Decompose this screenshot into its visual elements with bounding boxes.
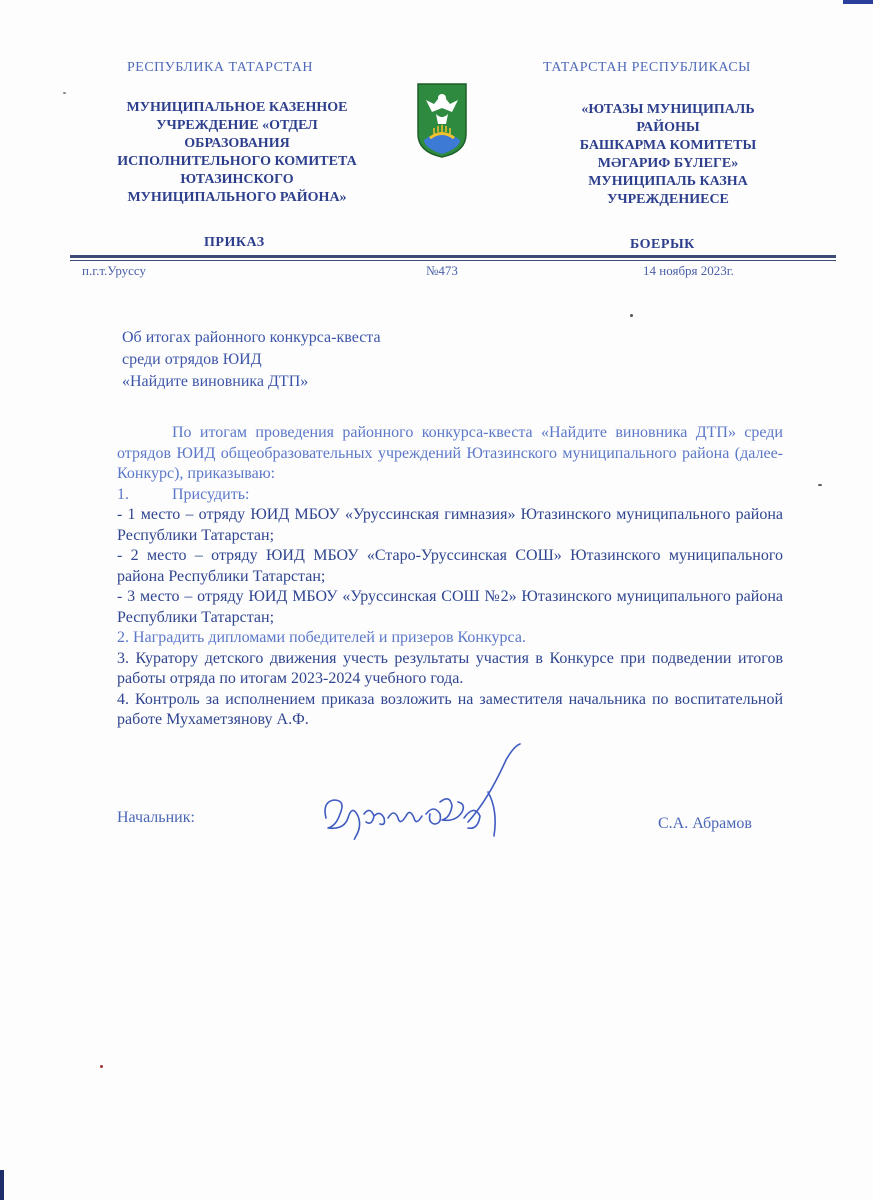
list-item-text: Присудить: bbox=[172, 485, 250, 503]
org-line: БАШКАРМА КОМИТЕТЫ bbox=[579, 138, 757, 153]
document-type-tatar: БОЕРЫК bbox=[630, 237, 695, 252]
list-item: 4. Контроль за исполнением приказа возложить на заместителя начальника по воспитательной работе Мухаметзянову А.Ф. bbox=[117, 690, 783, 728]
coat-of-arms-emblem-icon bbox=[416, 82, 468, 158]
scan-edge-mark bbox=[0, 1170, 4, 1200]
org-line: ЮТАЗИНСКОГО bbox=[180, 172, 294, 187]
organization-name-russian bbox=[82, 99, 392, 207]
org-line: МӘГАРИФ БҮЛЕГЕ» bbox=[597, 156, 739, 171]
org-line: МУНИЦИПАЛЬ КАЗНА bbox=[588, 174, 748, 189]
scan-corner-mark bbox=[843, 0, 873, 4]
subject-line: среди отрядов ЮИД bbox=[122, 351, 262, 368]
org-line: МУНИЦИПАЛЬНОГО РАЙОНА» bbox=[127, 190, 347, 205]
intro-paragraph: По итогам проведения районного конкурса-квеста «Найдите виновника ДТП» среди отрядов ЮИД общеобразовательных учреждений Ютазинского муниципального района (далее-Конкурс), приказываю: bbox=[117, 424, 783, 482]
header-country-left: РЕСПУБЛИКА ТАТАРСТАН bbox=[127, 60, 314, 75]
document-body bbox=[117, 423, 783, 731]
signatory-name: С.А. Абрамов bbox=[658, 815, 752, 832]
award-third-place: - 3 место – отряду ЮИД МБОУ «Уруссинская СОШ №2» Ютазинского муниципального района Республики Татарстан; bbox=[117, 588, 783, 626]
award-second-place: - 2 место – отряду ЮИД МБОУ «Старо-Уруссинская СОШ» Ютазинского муниципального района Республики Татарстан; bbox=[117, 547, 783, 585]
handwritten-signature-icon bbox=[318, 740, 528, 855]
org-line: ИСПОЛНИТЕЛЬНОГО КОМИТЕТА bbox=[117, 154, 357, 169]
org-line: УЧРЕЖДЕНИЕСЕ bbox=[607, 192, 729, 207]
org-line: УЧРЕЖДЕНИЕ «ОТДЕЛ bbox=[156, 118, 318, 133]
scan-speck bbox=[100, 1065, 103, 1068]
document-subject bbox=[122, 327, 381, 393]
document-type-russian: ПРИКАЗ bbox=[204, 235, 265, 250]
signature-title: Начальник: bbox=[117, 809, 195, 826]
org-line: РАЙОНЫ bbox=[636, 120, 700, 135]
scan-speck bbox=[63, 92, 66, 94]
organization-name-tatar bbox=[548, 101, 788, 209]
award-first-place: - 1 место – отряду ЮИД МБОУ «Уруссинская гимназия» Ютазинского муниципального района Республики Татарстан; bbox=[117, 506, 783, 544]
document-place: п.г.т.Уруссу bbox=[82, 263, 147, 278]
scan-speck bbox=[818, 484, 822, 486]
list-item: 3. Куратору детского движения учесть результаты участия в Конкурсе при подведении итогов работы отряда по итогам 2023-2024 учебного года. bbox=[117, 649, 783, 687]
header-divider-thin bbox=[70, 260, 836, 261]
list-item: 2. Наградить дипломами победителей и призеров Конкурса. bbox=[117, 629, 526, 646]
document-date: 14 ноября 2023г. bbox=[643, 263, 734, 278]
header-country-right: ТАТАРСТАН РЕСПУБЛИКАСЫ bbox=[543, 60, 751, 75]
document-number: №473 bbox=[426, 263, 458, 278]
org-line: МУНИЦИПАЛЬНОЕ КАЗЕННОЕ bbox=[126, 100, 348, 115]
subject-line: Об итогах районного конкурса-квеста bbox=[122, 329, 381, 346]
header-divider bbox=[70, 255, 836, 258]
subject-line: «Найдите виновника ДТП» bbox=[122, 373, 309, 390]
scan-speck bbox=[630, 314, 633, 317]
org-line: «ЮТАЗЫ МУНИЦИПАЛЬ bbox=[581, 102, 755, 117]
list-item-number: 1. bbox=[117, 485, 129, 503]
org-line: ОБРАЗОВАНИЯ bbox=[184, 136, 290, 151]
list-item bbox=[117, 485, 783, 506]
